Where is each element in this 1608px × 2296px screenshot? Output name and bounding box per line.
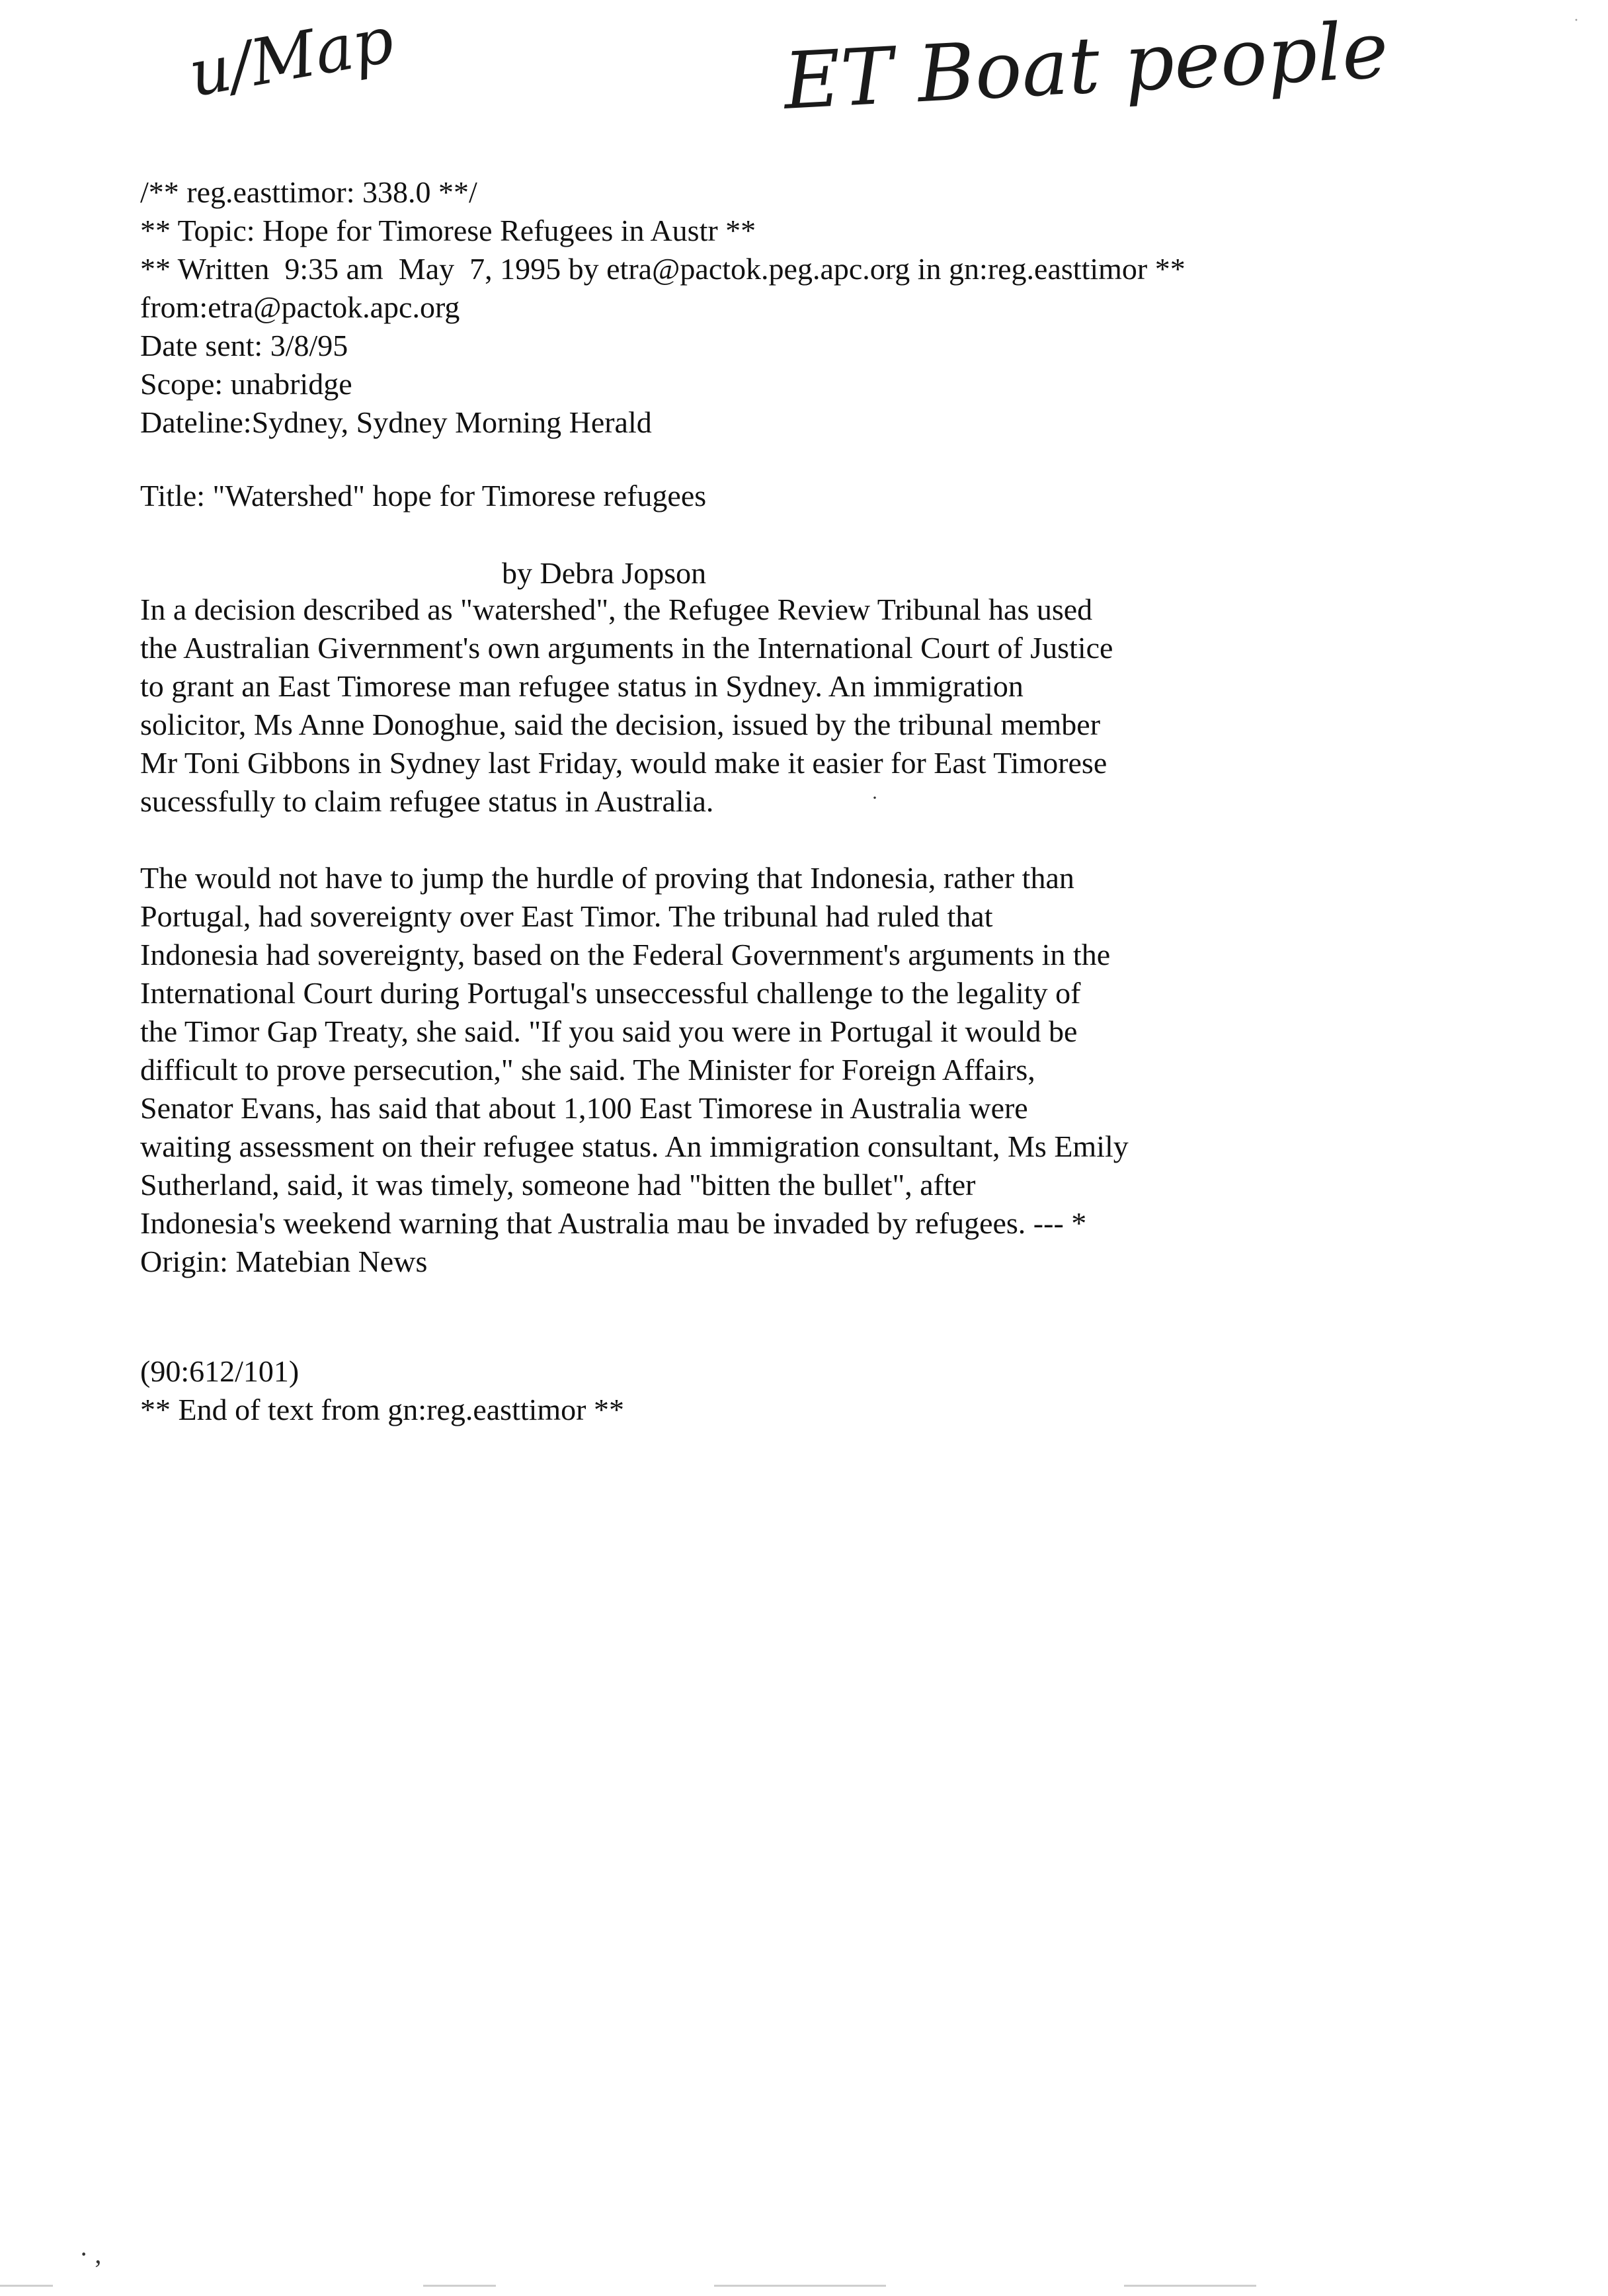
scan-speck: · <box>1574 12 1579 29</box>
paragraph-line: difficult to prove persecution," she said. The Minister for Foreign Affairs, <box>140 1053 1035 1086</box>
header-line: ** Topic: Hope for Timorese Refugees in Austr ** <box>140 214 756 247</box>
header-line: Dateline:Sydney, Sydney Morning Herald <box>140 405 652 439</box>
paragraph-line: International Court during Portugal's unseccessful challenge to the legality of <box>140 976 1081 1010</box>
paragraph-line: to grant an East Timorese man refugee status in Sydney. An immigration <box>140 669 1024 703</box>
header-line: Date sent: 3/8/95 <box>140 329 348 362</box>
footer-line: ** End of text from gn:reg.easttimor ** <box>140 1393 625 1426</box>
scan-edge-line <box>423 2285 496 2287</box>
footer-line: (90:612/101) <box>140 1354 300 1388</box>
paragraph-line: sucessfully to claim refugee status in Australia. <box>140 784 714 818</box>
header-line: from:etra@pactok.apc.org <box>140 290 460 324</box>
header-line: Scope: unabridge <box>140 367 352 401</box>
message-footer <box>140 1352 624 1429</box>
scan-mark: · , <box>79 2239 102 2269</box>
article-paragraph-2 <box>140 859 1129 1281</box>
paragraph-line: solicitor, Ms Anne Donoghue, said the decision, issued by the tribunal member <box>140 708 1101 741</box>
paragraph-line: waiting assessment on their refugee status. An immigration consultant, Ms Emily <box>140 1129 1129 1163</box>
scan-edge-line <box>1124 2285 1256 2287</box>
header-line: /** reg.easttimor: 338.0 **/ <box>140 175 477 209</box>
paragraph-line: Sutherland, said, it was timely, someone had "bitten the bullet", after <box>140 1168 976 1202</box>
message-header <box>140 173 1186 442</box>
article-title: Title: "Watershed" hope for Timorese refugees <box>140 479 707 512</box>
paragraph-line: In a decision described as "watershed", the Refugee Review Tribunal has used <box>140 593 1093 626</box>
paragraph-line: the Timor Gap Treaty, she said. "If you said you were in Portugal it would be <box>140 1014 1078 1048</box>
paragraph-line: Senator Evans, has said that about 1,100 East Timorese in Australia were <box>140 1091 1028 1125</box>
paragraph-line: Origin: Matebian News <box>140 1245 428 1278</box>
article-paragraph-1 <box>140 591 1113 821</box>
scan-edge-line <box>0 2285 53 2287</box>
article-byline: by Debra Jopson <box>502 556 707 590</box>
scan-speck: · <box>871 787 878 809</box>
paragraph-line: Indonesia's weekend warning that Australia mau be invaded by refugees. --- * <box>140 1206 1087 1240</box>
paragraph-line: Indonesia had sovereignty, based on the Federal Government's arguments in the <box>140 938 1111 971</box>
paragraph-line: the Australian Givernment's own arguments in the International Court of Justice <box>140 631 1113 665</box>
handwritten-annotation-right: ET Boat people <box>782 4 1390 127</box>
paragraph-line: The would not have to jump the hurdle of proving that Indonesia, rather than <box>140 861 1074 895</box>
scan-edge-line <box>714 2285 886 2287</box>
paragraph-line: Mr Toni Gibbons in Sydney last Friday, would make it easier for East Timorese <box>140 746 1107 780</box>
handwritten-annotation-left: u/Map <box>183 2 399 112</box>
header-line: ** Written 9:35 am May 7, 1995 by etra@pactok.peg.apc.org in gn:reg.easttimor ** <box>140 252 1186 286</box>
paragraph-line: Portugal, had sovereignty over East Timor. The tribunal had ruled that <box>140 899 993 933</box>
